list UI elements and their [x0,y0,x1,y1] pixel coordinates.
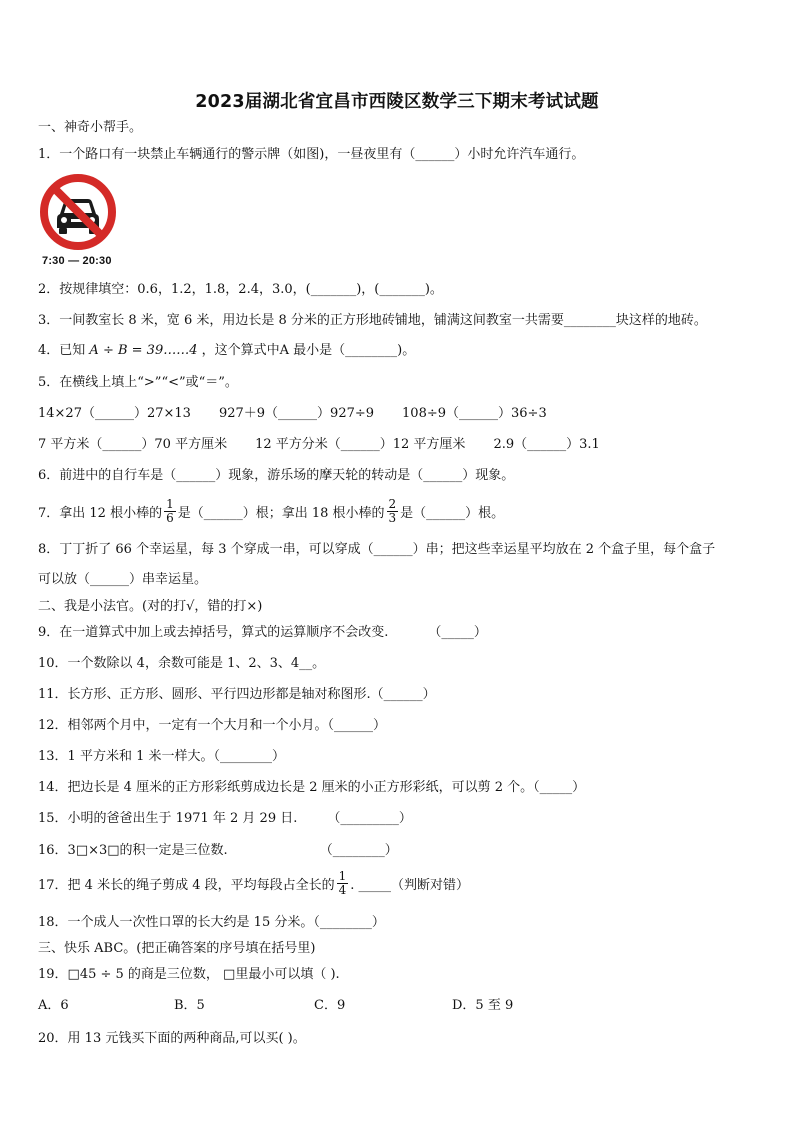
compare-item: 14×27（______）27×13 [38,406,191,421]
question-15 [38,810,412,828]
question-19-options [38,997,513,1015]
compare-item: 108÷9（______）36÷3 [402,406,547,421]
question-7-part-c: 是（______）根。 [400,506,505,521]
fraction-one-quarter [337,870,349,897]
question-2: 2．按规律填空：0.6，1.2，1.8，2.4，3.0，(_______)，(_______)。 [38,282,443,297]
option-c: C．9 [314,998,346,1013]
question-9 [38,624,487,642]
answer-blank: （_________） [327,811,412,826]
question-5: 5．在横线上填上“>”“<”或“＝”。 [38,375,238,390]
sign-time-label: 7:30 — 20:30 [42,255,112,267]
question-20: 20．用 13 元钱买下面的两种商品,可以买( )。 [38,1031,306,1046]
option-a: A．6 [38,998,69,1013]
compare-item: 12 平方分米（______）12 平方厘米 [255,437,466,452]
question-4-prefix: 4．已知 [38,343,86,358]
fraction-numerator: 1 [166,497,174,511]
option-d: D．5 至 9 [452,998,514,1013]
question-6: 6．前进中的自行车是（______）现象，游乐场的摩天轮的转动是（______）现象。 [38,468,515,483]
question-8-line-1: 8．丁丁折了 66 个幸运星，每 3 个穿成一串，可以穿成（______）串；把这些幸运星平均放在 2 个盒子里，每个盒子 [38,542,716,557]
question-10: 10．一个数除以 4，余数可能是 1、2、3、4__。 [38,656,326,671]
fraction-two-thirds [387,498,399,525]
answer-blank: （________） [319,843,398,858]
question-15-text: 15．小明的爸爸出生于 1971 年 2 月 29 日. [38,811,298,826]
question-9-text: 9．在一道算式中加上或去掉括号，算式的运算顺序不会改变. [38,625,389,640]
question-1: 1．一个路口有一块禁止车辆通行的警示牌（如图)，一昼夜里有（______）小时允许汽车通行。 [38,147,585,162]
question-4-expression: A ÷ B = 39……4 [89,343,198,358]
question-19: 19．□45 ÷ 5 的商是三位数， □里最小可以填（ ). [38,967,340,982]
question-4 [38,342,415,360]
question-13: 13．1 平方米和 1 米一样大。（________） [38,749,285,764]
answer-blank: （_____） [428,625,487,640]
question-17-part-a: 17．把 4 米长的绳子剪成 4 段，平均每段占全长的 [38,878,335,893]
compare-item: 2.9（______）3.1 [493,437,600,452]
question-7 [38,497,505,528]
question-16 [38,842,398,860]
no-vehicle-sign [38,172,118,252]
question-11: 11．长方形、正方形、圆形、平行四边形都是轴对称图形.（______） [38,687,436,702]
compare-item: 927＋9（______）927÷9 [218,406,375,421]
compare-item: 7 平方米（______）70 平方厘米 [38,437,228,452]
question-8-line-2: 可以放（______）串幸运星。 [38,572,208,587]
question-14: 14．把边长是 4 厘米的正方形彩纸剪成边长是 2 厘米的小正方形彩纸，可以剪 2 个。（_____） [38,780,586,795]
option-b: B．5 [174,998,205,1013]
question-5-row-2 [38,436,600,454]
question-4-suffix: ，这个算式中A 最小是（________)。 [201,343,416,358]
question-7-part-b: 是（______）根；拿出 18 根小棒的 [177,506,385,521]
no-vehicle-sign-icon [38,172,118,252]
fraction-denominator: 4 [338,883,347,897]
section-heading-3: 三、快乐 ABC。(把正确答案的序号填在括号里) [38,941,316,956]
question-18: 18．一个成人一次性口罩的长大约是 15 分米。（________） [38,915,385,930]
question-7-part-a: 7．拿出 12 根小棒的 [38,506,163,521]
question-3: 3．一间教室长 8 米，宽 6 米，用边长是 8 分米的正方形地砖铺地，铺满这间教室一共需要________块这样的地砖。 [38,313,707,328]
question-17-part-b: . _____（判断对错） [350,878,470,893]
question-12: 12．相邻两个月中，一定有一个大月和一个小月。（______） [38,718,387,733]
fraction-numerator: 2 [388,497,397,511]
question-16-text: 16．3□×3□的积一定是三位数. [38,843,228,858]
fraction-denominator: 6 [166,511,174,525]
question-5-row-1 [38,405,547,423]
fraction-numerator: 1 [338,869,347,883]
page-title: 2023届湖北省宜昌市西陵区数学三下期末考试试题 [195,92,599,112]
fraction-denominator: 3 [388,511,397,525]
section-heading-2: 二、我是小法官。(对的打√，错的打×) [38,599,263,614]
fraction-one-sixth [164,498,176,525]
question-17 [38,869,470,900]
section-heading-1: 一、神奇小帮手。 [38,120,143,135]
